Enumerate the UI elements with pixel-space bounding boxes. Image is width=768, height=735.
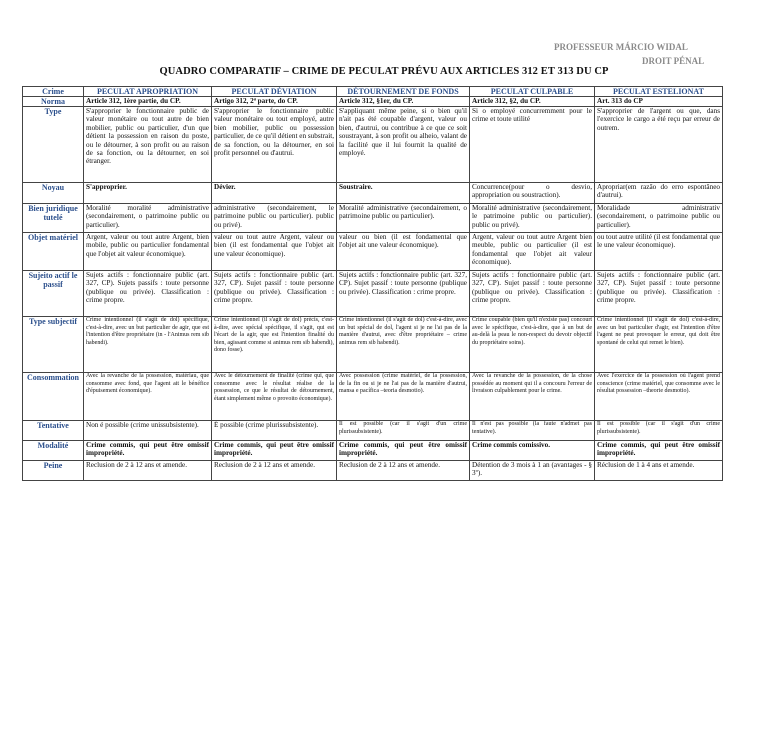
row-header: Modalité [23,441,84,461]
table-cell: Artigo 312, 2ª parte, do CP. [212,97,337,107]
table-row [23,204,723,233]
table-cell: Article 312, §1er, du CP. [337,97,470,107]
column-header: PECULAT DÉVIATION [212,87,337,97]
table-cell: Sujets actifs : fonctionnaire public (art. 327, CP). Sujet passif : toute personne (publique ou privée). Classification : crime propre. [595,271,723,317]
table-cell: Avec l'exercice de la possession où l'agent prend conscience (crime matériel, que consomme avec le résultat possession –theorie desmotio). [595,373,723,421]
table-cell: Article 312, 1ère partie, du CP. [84,97,212,107]
column-header: PECULAT CULPABLE [470,87,595,97]
row-header: Sujeito actif le passif [23,271,84,317]
table-row [23,271,723,317]
row-header: Bien juridique tutelé [23,204,84,233]
table-row [23,317,723,373]
table-cell: Reclusion de 2 à 12 ans et amende. [212,461,337,481]
table-cell: Avec le détournement de finalité (crime qui, que consomme avec le résultat réalise de la possession, ce que le résultat de détournement, étant simplement même o provoito économique). [212,373,337,421]
table-cell: Crime commis, qui peut être omissif impropriété. [595,441,723,461]
row-header: Objet matériel [23,233,84,271]
table-cell: Il est possible (car il s'agit d'un crime plurissubsistente). [595,421,723,441]
column-header: DÉTOURNEMENT DE FONDS [337,87,470,97]
table-row [23,107,723,183]
table-cell: valeur ou tout autre Argent, valeur ou bien (il est fondamental que l'objet ait une valeur économique). [212,233,337,271]
table-cell: Sujets actifs : fonctionnaire public (art. 327, CP). Sujet passif : toute personne (publique ou privée). Classification : crime propre. [337,271,470,317]
table-cell: Concurrence(pour o desvio, appropriation ou soustraction). [470,183,595,204]
table-cell: Crime commis, qui peut être omissif impropriété. [84,441,212,461]
table-cell: Crime commis, qui peut être omissif impropriété. [337,441,470,461]
table-cell: Sujets actifs : fonctionnaire public (art. 327, CP). Sujets passifs : toute personne (publique ou privée). Classification : crime propre. [84,271,212,317]
table-cell: Crime intentionnel (il s'agit de dol) précis, c'est-à-dire, avec spécial spécifique, il s'agit, qui est l'écart de la agir, que est l'intention finalité du bien, agissant comme si animus rem sib habendi), dono fosse). [212,317,337,373]
row-header: Peine [23,461,84,481]
column-header: PECULAT ESTELIONAT [595,87,723,97]
row-header: Tentative [23,421,84,441]
column-header: PECULAT APROPRIATION [84,87,212,97]
table-cell: Soustraire. [337,183,470,204]
table-row [23,421,723,441]
table-row [23,373,723,421]
row-header: Noyau [23,183,84,204]
table-cell: Sujets actifs : fonctionnaire public (art. 327, CP). Sujet passif : toute personne (publique ou privée). Classification : crime propre. [212,271,337,317]
column-header: Crime [23,87,84,97]
table-cell: S'approprier de l'argent ou que, dans l'exercice le cargo a été reçu par erreur de outrem. [595,107,723,183]
table-cell: Réclusion de 1 à 4 ans et amende. [595,461,723,481]
author-block [554,40,704,68]
table-cell: Avec la revanche de la possession, matériau, que consomme avec fond, que l'agent ait le bénéfice d'épuisement économique). [84,373,212,421]
table-cell: É possible (crime plurissubsistente). [212,421,337,441]
comparison-table [22,86,723,481]
table-cell: Crime intentionnel (il s'agit de dol) c'est-à-dire, avec un but particulier d'agir, est l'intention d'être l'agent ne peut provoquer le erreur, qui doit être spontané de celui qui remet le bien). [595,317,723,373]
table-cell: administrative (secondairement, le patrimoine public ou particulier). public ou privé). [212,204,337,233]
table-cell: Moralité administrative (secondairement, le patrimoine public ou particulier). public ou privé). [470,204,595,233]
table-cell: Argent, valeur ou tout autre Argent, bien mobile, public ou particulier fondamental que l'objet ait valeur économique). [84,233,212,271]
row-header: Type subjectif [23,317,84,373]
table-cell: Avec la revanche de la possession, de la chose possédée au moment qui il a concouru l'erreur de livraison culpablement pour le crime. [470,373,595,421]
table-row [23,461,723,481]
table-cell: Crime intentionnel (il s'agit de dol) spécifique, c'est-à-dire, avec un but particulier de agir, que est l'intention d'être propriétaire (in - l'Animus rem sib habendi). [84,317,212,373]
table-row [23,233,723,271]
row-header: Consommation [23,373,84,421]
table-cell: Moralité moralité administrative (secondairement, o patrimoine public ou particulier). [84,204,212,233]
table-header-row [23,87,723,97]
table-cell: Il n'est pas possible (la faute n'admet pas tentative). [470,421,595,441]
table-cell: Art. 313 do CP [595,97,723,107]
table-cell: Avec possession (crime matériel, de la possession, de la fin ou si je ne l'ai pas de la manière d'autrui, mansa e pacífica –teoria desmotio). [337,373,470,421]
table-cell: S'approprier. [84,183,212,204]
table-cell: Non é possible (crime unissubsistente). [84,421,212,441]
table-cell: Sujets actifs : fonctionnaire public (art. 327, CP). Sujet passif : toute personne (publique ou privée). Classification : crime propre. [470,271,595,317]
page-title: QUADRO COMPARATIF – CRIME DE PECULAT PRÉVU AUX ARTICLES 312 ET 313 DU CP [159,66,609,77]
table-row [23,97,723,107]
table-cell: Moralidade administrativ (secondairement, o patrimoine public ou particulier). [595,204,723,233]
table-cell: Moralité administrative (secondairement, o patrimoine public ou particulier). [337,204,470,233]
table-cell: Apropriar(em razão do erro espontâneo d'autrui). [595,183,723,204]
row-header: Norma [23,97,84,107]
table-row [23,183,723,204]
author-name: PROFESSEUR MÁRCIO WIDAL [554,42,688,52]
row-header: Type [23,107,84,183]
table-cell: Si o employé concurremment pour le crime et toute utilité [470,107,595,183]
table-cell: S'approprier le fonctionnaire public de valeur monétaire ou tout autre de bien mobilier, public ou particulier, d'un que détient la possession en raison du poste, ou le détourner, à son profit ou au raison de sa fonction, ou la détourner, en soi étranger. [84,107,212,183]
table-cell: S'appliquant même peine, si o bien qu'il n'ait pas été coupable d'argent, valeur ou bien, d'autrui, ou contribue à ce que ce soit soustrayant, à son profit ou alheio, valant de la facilité que il lui fournit la qualité de employé. [337,107,470,183]
table-cell: Reclusion de 2 à 12 ans et amende. [84,461,212,481]
table-row [23,441,723,461]
table-cell: Dévier. [212,183,337,204]
table-cell: Détention de 3 mois à 1 an (avantages - § 3º). [470,461,595,481]
table-cell: Crime commis comissivo. [470,441,595,461]
table-cell: Crime coupable (bien qu'il n'existe pas) concourt avec le spécifique, c'est-à-dire, que à un but de au-delà la peau le non-respect du devoir objectif du propriétaire soins). [470,317,595,373]
table-cell: Article 312, §2, du CP. [470,97,595,107]
table-cell: S'approprier le fonctionnaire public valeur monétaire ou tout employé, autre bien mobilier, public ou possession particulier, de ce qu'il détient en substrait, de sa fonction, ou la détourner, en soi profit personnel ou d'autrui. [212,107,337,183]
table-cell: Argent, valeur ou tout autre Argent bien meuble, public ou particulier (il est fondamental que l'objet ait valeur économique). [470,233,595,271]
table-cell: Crime commis, qui peut être omissif impropriété. [212,441,337,461]
table-cell: ou tout autre utilité (il est fondamental que le une valeur économique). [595,233,723,271]
table-cell: Crime intentionnel (il s'agit de dol) c'est-à-dire, avec un but spécial de dol, l'agent si je ne l'ai pas de la manière d'autrui, avec d'être propriétaire – crime animus rem sib habendi). [337,317,470,373]
table-cell: Reclusion de 2 à 12 ans et amende. [337,461,470,481]
author-subject: DROIT PÉNAL [642,56,705,66]
table-cell: valeur ou bien (il est fondamental que l'objet ait une valeur économique). [337,233,470,271]
table-cell: Il est possible (car il s'agit d'un crime plurissubsistente). [337,421,470,441]
